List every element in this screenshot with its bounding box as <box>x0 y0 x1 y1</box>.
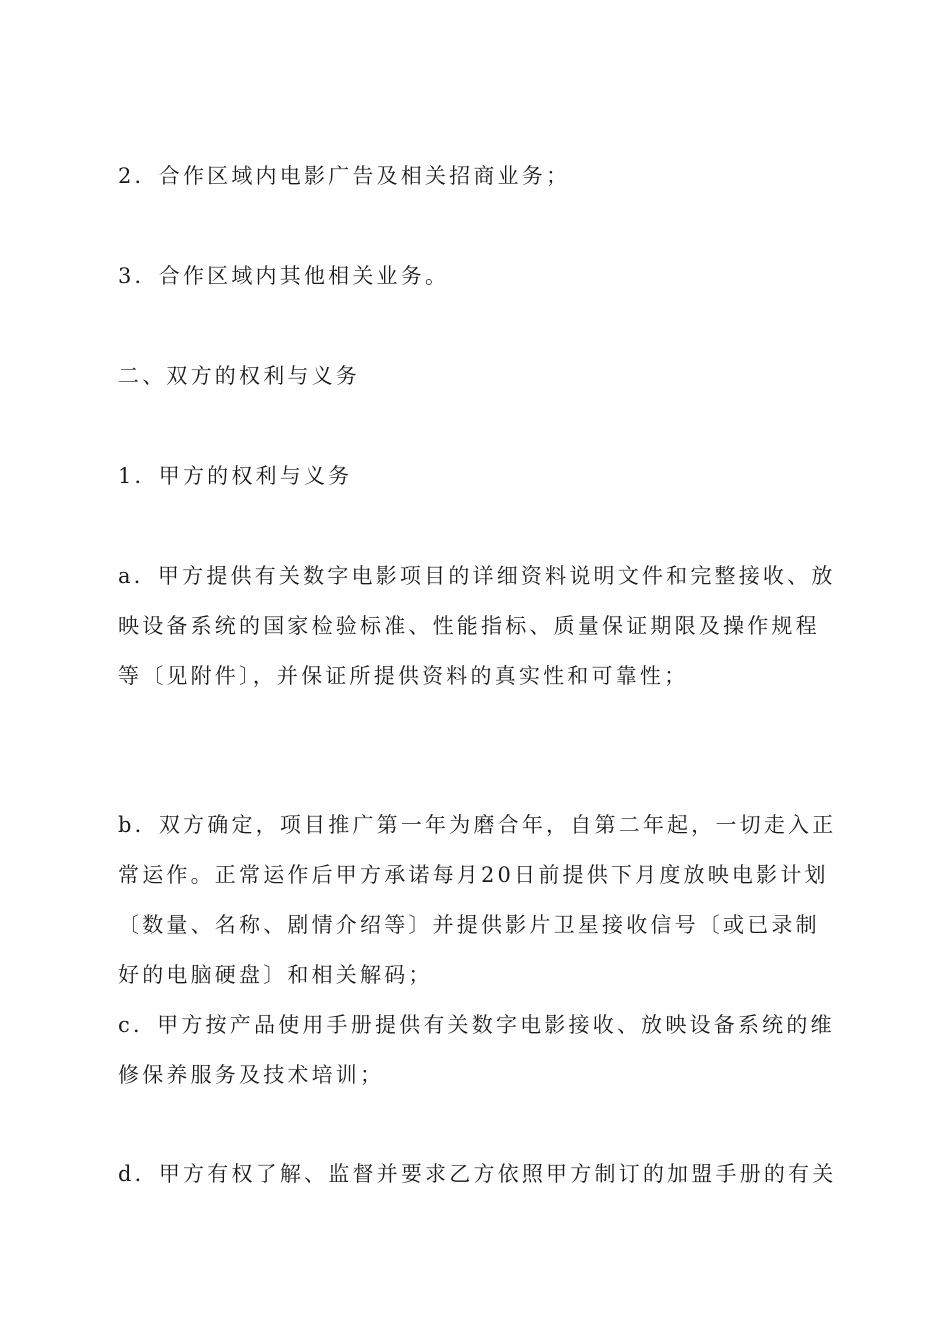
text-line: 等〔见附件〕，并保证所提供资料的真实性和可靠性； <box>118 664 689 688</box>
clause-d <box>118 1149 837 1199</box>
text-line: 2．合作区域内电影广告及相关招商业务； <box>118 164 571 188</box>
text-line: 修保养服务及技术培训； <box>118 1063 385 1087</box>
text-line: 映设备系统的国家检验标准、性能指标、质量保证期限及操作规程 <box>118 614 820 638</box>
text-line: 常运作。正常运作后甲方承诺每月20日前提供下月度放映电影计划 <box>118 863 829 887</box>
clause-b <box>118 800 837 1000</box>
subsection-heading-party-a <box>118 451 834 501</box>
clause-a <box>118 551 834 701</box>
text-line: c．甲方按产品使用手册提供有关数字电影接收、放映设备系统的维 <box>118 1013 835 1037</box>
text-line: 1．甲方的权利与义务 <box>118 464 353 488</box>
section-heading-rights-obligations <box>118 351 834 401</box>
text-line: 好的电脑硬盘〕和相关解码； <box>118 963 433 987</box>
clause-2-advertising <box>118 151 834 201</box>
text-line: 二、双方的权利与义务 <box>118 364 360 388</box>
text-line: 3．合作区域内其他相关业务。 <box>118 264 450 288</box>
text-line: 〔数量、名称、剧情介绍等〕并提供影片卫星接收信号〔或已录制 <box>118 913 820 937</box>
text-line: d．甲方有权了解、监督并要求乙方依照甲方制订的加盟手册的有关 <box>118 1162 837 1186</box>
text-line: a．甲方提供有关数字电影项目的详细资料说明文件和完整接收、放 <box>118 564 836 588</box>
text-line: b．双方确定，项目推广第一年为磨合年，自第二年起，一切走入正 <box>118 813 837 837</box>
clause-3-other-business <box>118 251 834 301</box>
clause-c <box>118 1000 834 1100</box>
